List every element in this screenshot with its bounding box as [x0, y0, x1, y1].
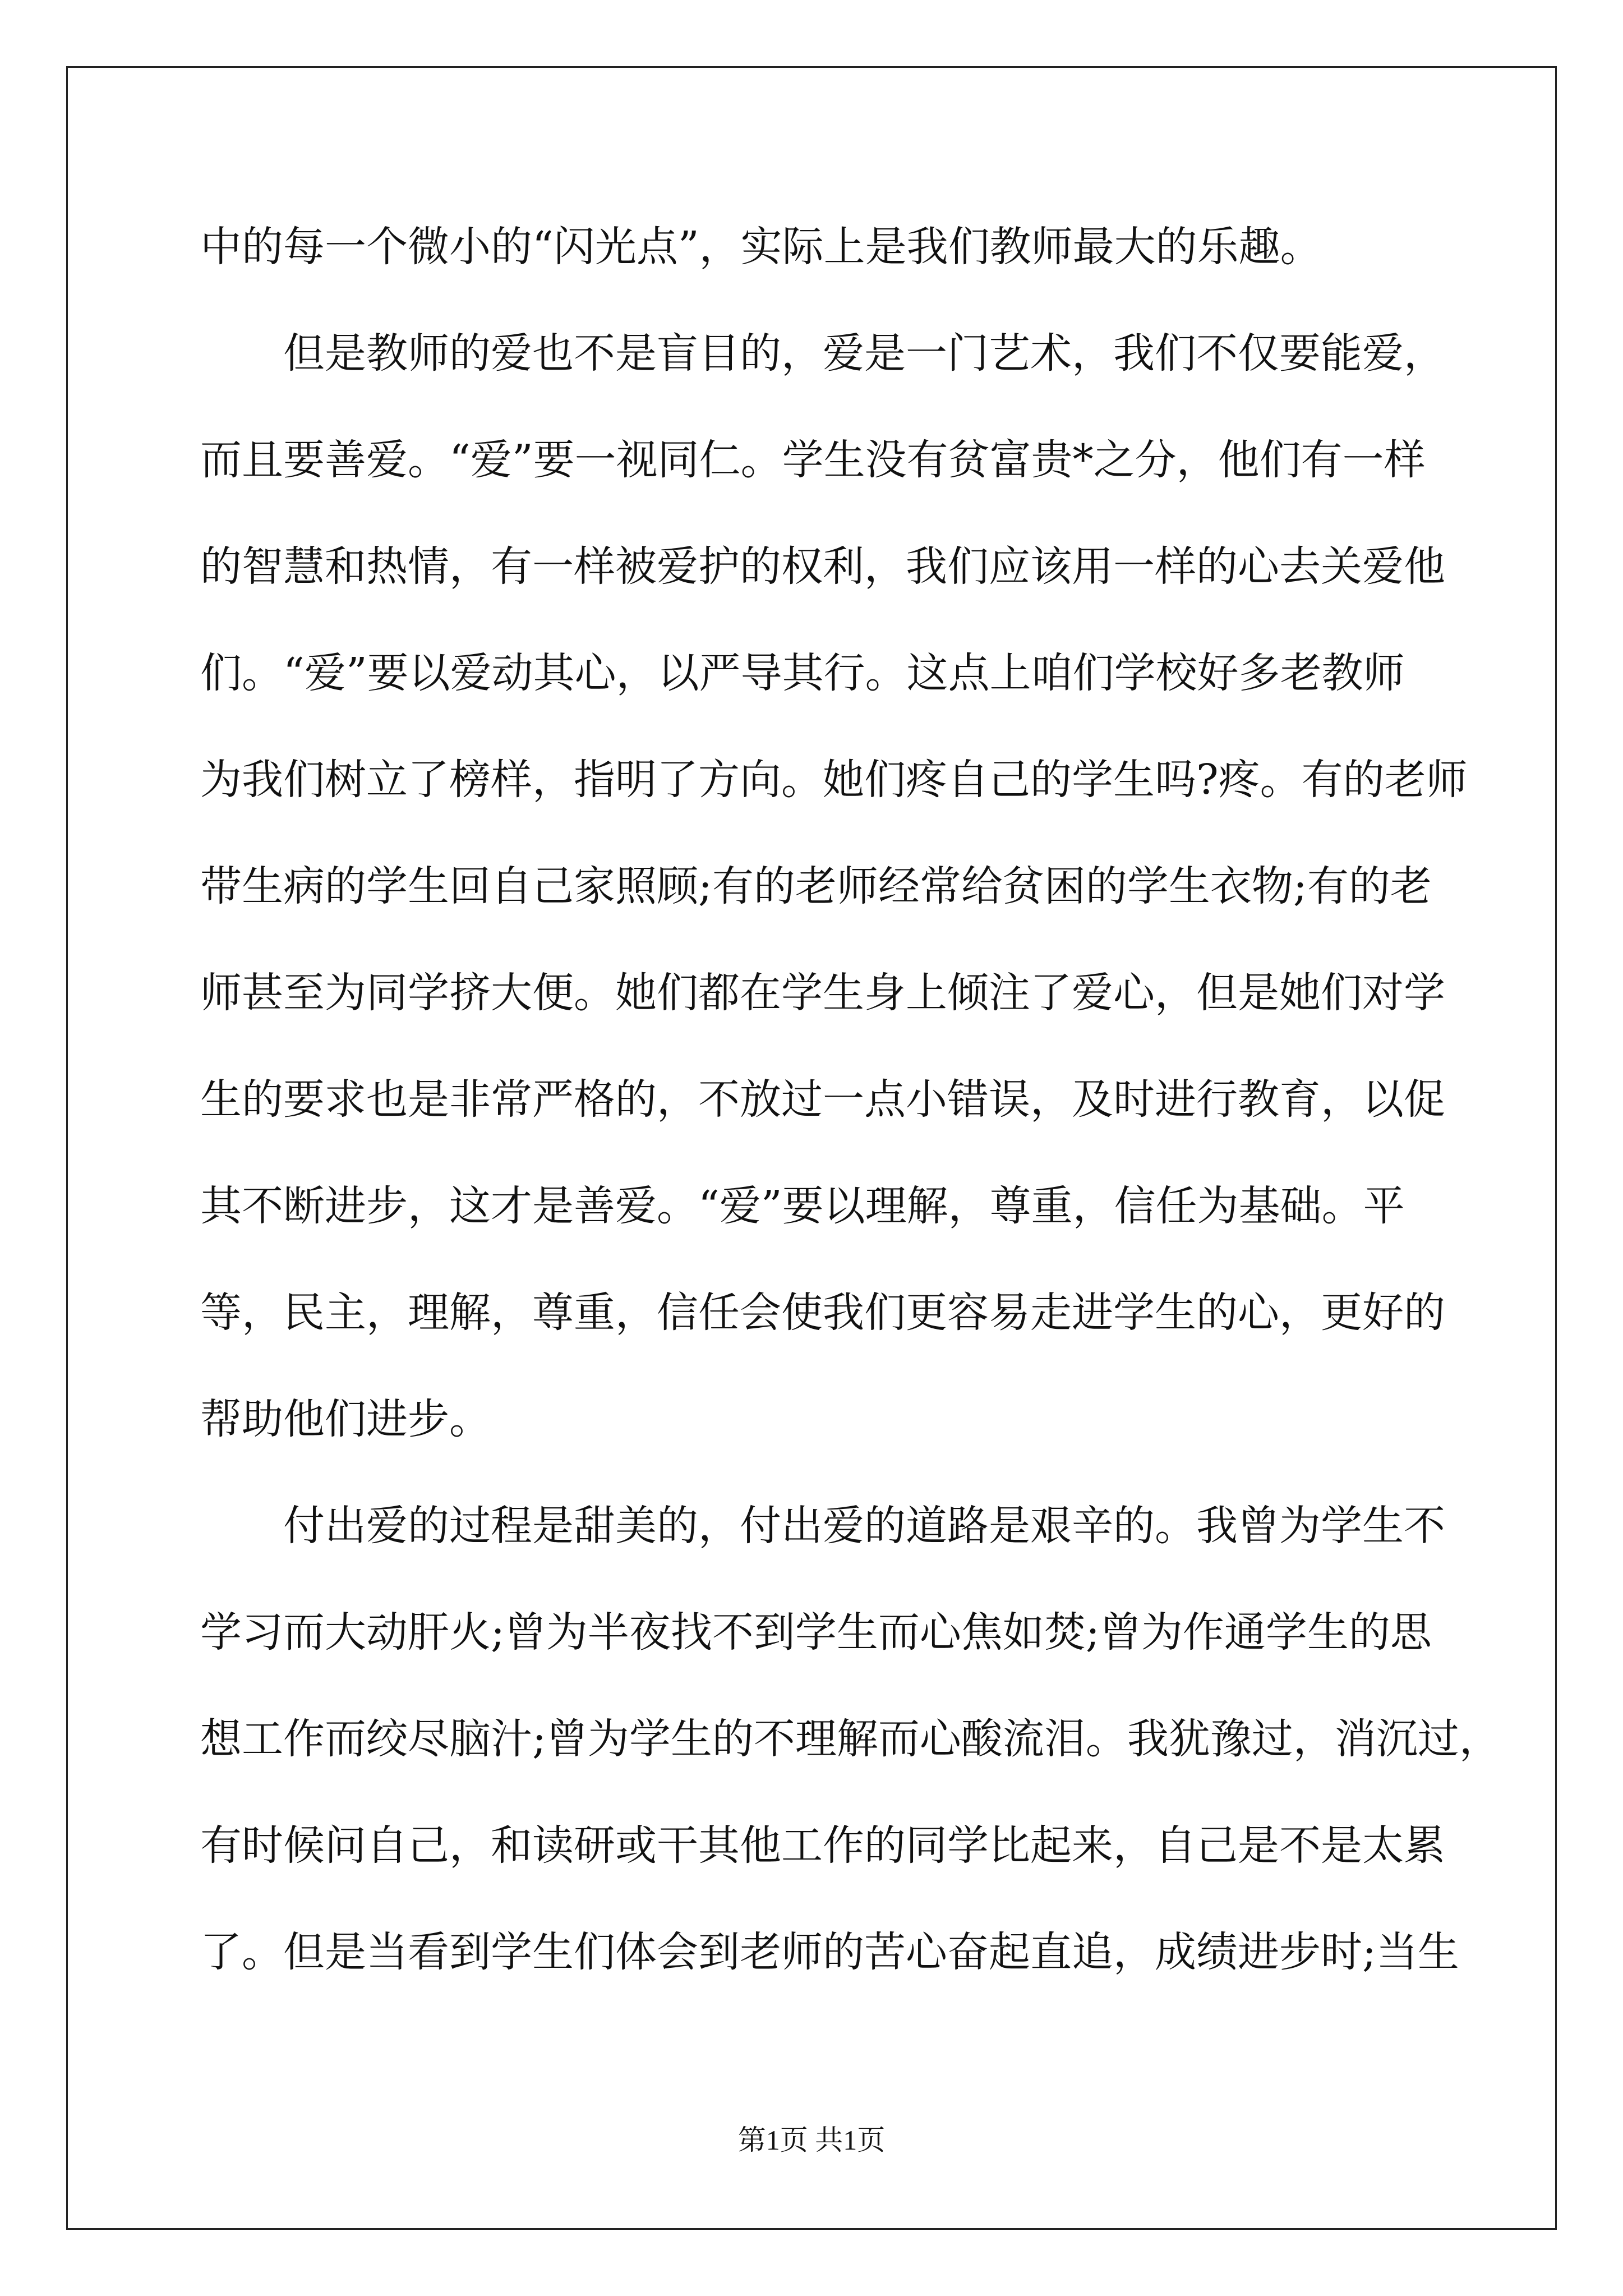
text-line: 为我们树立了榜样，指明了方向。她们疼自己的学生吗?疼。有的老师 — [200, 756, 1468, 804]
text-line: 带生病的学生回自己家照顾;有的老师经常给贫困的学生衣物;有的老 — [200, 862, 1432, 910]
page-number-footer: 第1页 共1页 — [737, 2124, 886, 2156]
text-line: 学习而大动肝火;曾为半夜找不到学生而心焦如焚;曾为作通学生的思 — [200, 1608, 1432, 1657]
text-line: 而且要善爱。“爱”要一视同仁。学生没有贫富贵*之分，他们有一样 — [200, 436, 1426, 484]
text-line: 的智慧和热情，有一样被爱护的权利，我们应该用一样的心去关爱他 — [200, 542, 1445, 591]
text-line: 生的要求也是非常严格的，不放过一点小错误，及时进行教育，以促 — [200, 1075, 1445, 1124]
text-line: 有时候问自己，和读研或干其他工作的同学比起来，自己是不是太累 — [200, 1821, 1445, 1870]
text-line: 付出爱的过程是甜美的，付出爱的道路是艰辛的。我曾为学生不 — [283, 1502, 1445, 1550]
page-border — [66, 66, 1557, 2230]
text-line: 帮助他们进步。 — [200, 1395, 491, 1443]
text-line: 其不断进步，这才是善爱。“爱”要以理解，尊重，信任为基础。平 — [200, 1182, 1405, 1230]
text-line: 了。但是当看到学生们体会到老师的苦心奋起直追，成绩进步时;当生 — [200, 1928, 1459, 1976]
text-line: 等，民主，理解，尊重，信任会使我们更容易走进学生的心，更好的 — [200, 1289, 1445, 1337]
text-line: 想工作而绞尽脑汁;曾为学生的不理解而心酸流泪。我犹豫过，消沉过， — [200, 1715, 1501, 1763]
text-line: 中的每一个微小的“闪光点”，实际上是我们教师最大的乐趣。 — [200, 223, 1322, 271]
text-line: 但是教师的爱也不是盲目的，爱是一门艺术，我们不仅要能爱， — [283, 329, 1445, 378]
text-line: 们。“爱”要以爱动其心，以严导其行。这点上咱们学校好多老教师 — [200, 649, 1405, 697]
text-line: 师甚至为同学挤大便。她们都在学生身上倾注了爱心，但是她们对学 — [200, 969, 1445, 1017]
